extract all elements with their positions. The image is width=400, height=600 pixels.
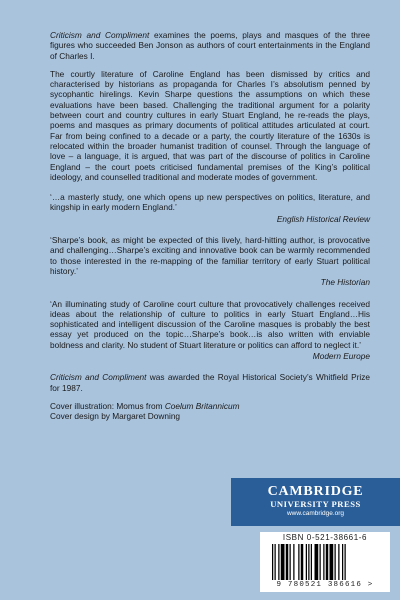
publisher-subtitle: UNIVERSITY PRESS (270, 499, 361, 509)
back-cover-text (50, 30, 370, 422)
intro-paragraph (50, 30, 370, 61)
publisher-name: CAMBRIDGE (267, 484, 364, 499)
illustration-title: Coelum Britannicum (164, 400, 240, 411)
review-source: Modern Europe (312, 351, 370, 362)
barcode-digits: 9 780521 386616 > (276, 581, 374, 589)
cover-design-credit: Cover design by Margaret Downing (50, 411, 181, 422)
book-title: Criticism and Compliment (50, 30, 150, 40)
publisher-logo (231, 478, 400, 526)
review-quote: ‘An illuminating study of Caroline court culture that provocatively challenges received ideas about the relationship of culture to politics in early Stuart England…His sophisticated and intelligent discussion of the Caroline masques is probably the best essay yet produced on the topic…Sharpe’s book…is also written with enviable boldness and clarity. No student of Stuart literature or politics can afford to neglect it.’ (50, 298, 370, 350)
isbn-number: ISBN 0-521-38661-6 (282, 533, 368, 542)
review-source: The Historian (320, 277, 370, 288)
barcode (260, 532, 390, 592)
review-1 (50, 192, 370, 224)
intro-text: examines the poems, plays and masques of the three figures who succeeded Ben Jonson as authors of court entertainments in the England of Charles I. (50, 30, 371, 61)
cover-credits (50, 401, 370, 422)
book-title: Criticism and Compliment (50, 372, 147, 383)
review-source: English Historical Review (276, 213, 370, 224)
review-quote: ‘…a masterly study, one which opens up new perspectives on politics, literature, and kingship in early modern England.’ (50, 192, 370, 213)
description-paragraph: The courtly literature of Caroline England has been dismissed by critics and characterised by historians as propaganda for Charles I’s absolutism penned by sycophantic hirelings. Kevin Sharpe questions the assumptions on which these evaluations have been based. Challenging the traditional argument for a polarity between court and country cultures in early Stuart England, he re-reads the plays, poems and masques as primary documents of political attitudes articulated at court. Far from being confined to a decade or a party, the courtly literature of the 1630s is relocated within the broader humanist tradition of counsel. Through the language of love – a language, it is argued, that was part of the discourse of politics in Caroline England – the court poets criticised fundamental premises of the King’s political ideology, and counselled traditional and moderate modes of government. (50, 68, 370, 182)
award-text: was awarded the Royal Historical Society’s Whitfield Prize for 1987. (50, 372, 370, 393)
publisher-url: www.cambridge.org (286, 510, 345, 517)
barcode-bars (272, 544, 378, 580)
review-quote: ‘Sharpe’s book, as might be expected of this lively, hard-hitting author, is provocative and challenging…Sharpe’s exciting and innovative book can be warmly recommended to those interested in the re-mapping of the familiar territory of early Stuart political history.’ (50, 235, 370, 276)
cover-illustration-credit: Cover illustration: Momus from Coelum Britannicum (50, 400, 240, 411)
award-paragraph (50, 372, 370, 393)
review-3 (50, 299, 370, 362)
review-2 (50, 235, 370, 287)
